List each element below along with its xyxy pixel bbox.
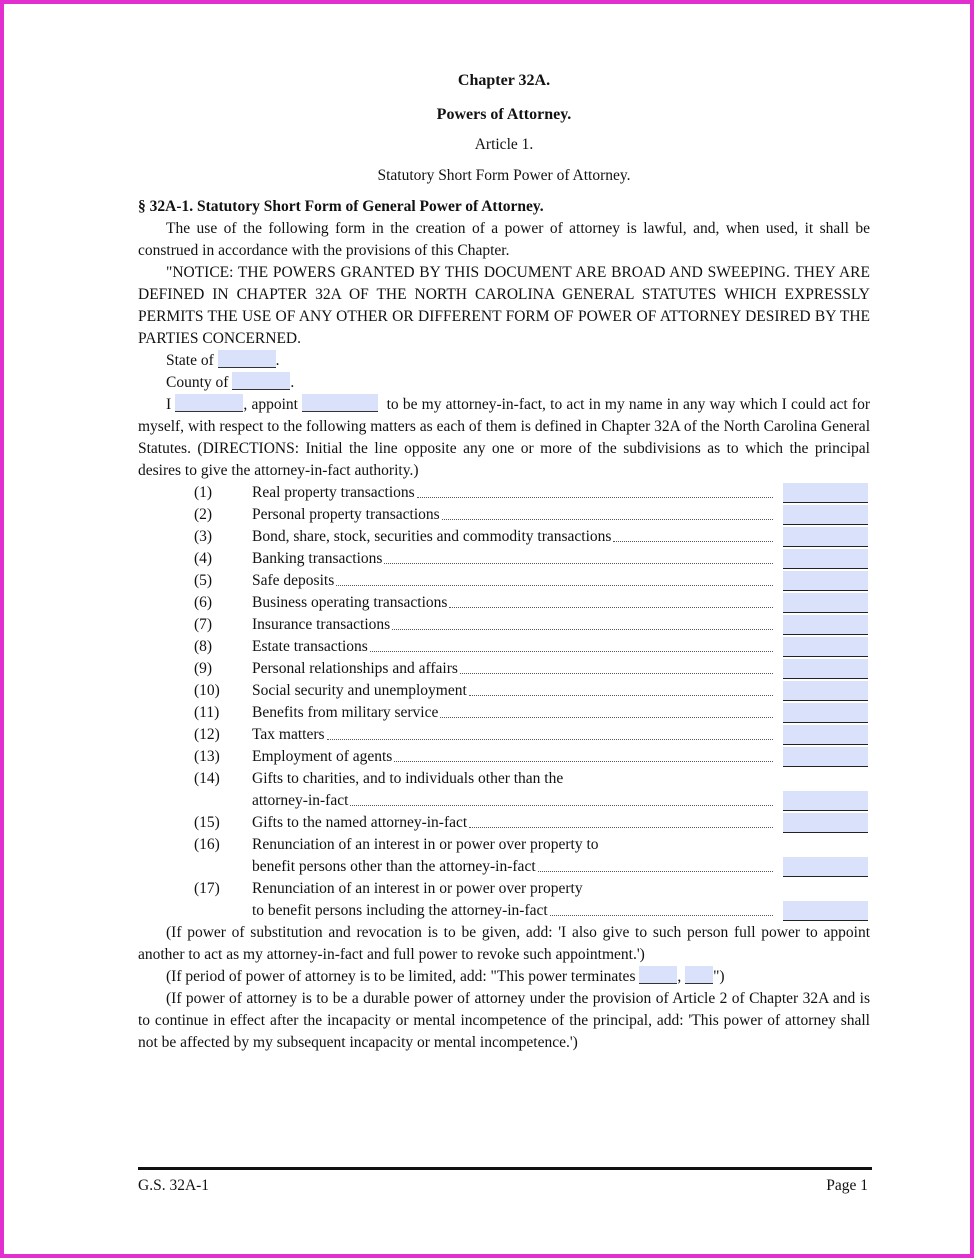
initial-field[interactable] xyxy=(783,725,868,745)
period-sep: , xyxy=(677,968,682,985)
county-label: County of xyxy=(166,374,229,391)
item-label-line xyxy=(252,878,868,900)
appoint-label: , appoint xyxy=(243,396,298,413)
dot-leader xyxy=(613,541,773,542)
list-item xyxy=(194,878,868,922)
item-label xyxy=(252,746,868,768)
item-label xyxy=(252,614,868,636)
initial-field[interactable] xyxy=(783,505,868,525)
dot-leader xyxy=(370,651,773,652)
item-label xyxy=(252,570,868,592)
item-label-text: Social security and unemployment xyxy=(252,682,467,699)
initial-field[interactable] xyxy=(783,615,868,635)
list-item xyxy=(194,724,868,746)
item-label xyxy=(252,768,868,812)
item-number: (11) xyxy=(194,704,220,721)
item-label-line xyxy=(252,768,868,790)
item-label-line xyxy=(252,856,868,878)
item-label xyxy=(252,526,868,548)
section-heading: § 32A-1. Statutory Short Form of General Power of Attorney. xyxy=(138,198,544,215)
item-label-text: Tax matters xyxy=(252,726,325,743)
period-field-1[interactable] xyxy=(639,966,677,984)
item-label-text: to benefit persons including the attorney-in-fact xyxy=(252,902,548,919)
chapter-heading: Chapter 32A. xyxy=(457,72,551,89)
initial-field[interactable] xyxy=(783,527,868,547)
list-item xyxy=(194,614,868,636)
item-label xyxy=(252,834,868,878)
period-text: (If period of power of attorney is to be limited, add: "This power terminates xyxy=(166,968,636,985)
item-number: (5) xyxy=(194,572,213,589)
item-label-text: Renunciation of an interest in or power over property xyxy=(252,880,583,897)
durable-paragraph: (If power of attorney is to be a durable power of attorney under the provision of Article 2 of Chapter 32A and is to continue in effect after the incapacity or mental incompetence of the principal, add: 'This power of attorney shall not be affected by my subsequent incapacity or mental incompetence.') xyxy=(138,990,870,1051)
dot-leader xyxy=(350,805,773,806)
dot-leader xyxy=(469,695,773,696)
footer xyxy=(138,1177,868,1195)
item-label xyxy=(252,636,868,658)
list-item xyxy=(194,526,868,548)
footer-divider xyxy=(138,1167,872,1170)
list-item xyxy=(194,680,868,702)
period-paragraph xyxy=(138,966,870,988)
item-label-text: Insurance transactions xyxy=(252,616,391,633)
item-label-line xyxy=(252,680,868,702)
dot-leader xyxy=(469,827,773,828)
item-label-text: Benefits from military service xyxy=(252,704,439,721)
initial-field[interactable] xyxy=(783,681,868,701)
item-label-text: Employment of agents xyxy=(252,748,393,765)
state-label: State of xyxy=(166,352,214,369)
item-number: (2) xyxy=(194,506,213,523)
list-item xyxy=(194,592,868,614)
footer-page-number: Page 1 xyxy=(826,1177,868,1194)
item-label-line xyxy=(252,812,868,834)
item-label-line xyxy=(252,724,868,746)
item-label-text: Bond, share, stock, securities and commodity transactions xyxy=(252,528,612,545)
initial-field[interactable] xyxy=(783,857,868,877)
item-number: (15) xyxy=(194,814,220,831)
dot-leader xyxy=(336,585,773,586)
appoint-i-label: I xyxy=(166,396,172,413)
item-label xyxy=(252,548,868,570)
item-number: (7) xyxy=(194,616,213,633)
item-label-text: Estate transactions xyxy=(252,638,368,655)
item-number: (14) xyxy=(194,770,220,787)
dot-leader xyxy=(392,629,773,630)
item-label-text: Gifts to charities, and to individuals other than the xyxy=(252,770,564,787)
initial-field[interactable] xyxy=(783,747,868,767)
appoint-paragraph xyxy=(138,394,870,482)
item-label xyxy=(252,658,868,680)
item-label-text: attorney-in-fact xyxy=(252,792,349,809)
item-number: (4) xyxy=(194,550,213,567)
powers-list xyxy=(194,482,868,922)
item-label-line xyxy=(252,526,868,548)
item-label-line xyxy=(252,834,868,856)
dot-leader xyxy=(550,915,773,916)
item-label-text: Real property transactions xyxy=(252,484,415,501)
list-item xyxy=(194,636,868,658)
item-label xyxy=(252,592,868,614)
item-label-text: Safe deposits xyxy=(252,572,335,589)
item-label-line xyxy=(252,790,868,812)
item-label-line xyxy=(252,900,868,922)
initial-field[interactable] xyxy=(783,549,868,569)
item-label-text: Personal relationships and affairs xyxy=(252,660,458,677)
item-label xyxy=(252,724,868,746)
dot-leader xyxy=(327,739,773,740)
county-line: County of . xyxy=(166,374,295,391)
county-field[interactable] xyxy=(232,372,290,390)
item-label xyxy=(252,702,868,724)
item-label-line xyxy=(252,592,868,614)
list-item xyxy=(194,658,868,680)
state-line: State of . xyxy=(166,352,280,369)
item-number: (1) xyxy=(194,484,213,501)
dot-leader xyxy=(440,717,773,718)
item-label-line xyxy=(252,570,868,592)
item-label-line xyxy=(252,746,868,768)
item-label-line xyxy=(252,482,868,504)
dot-leader xyxy=(417,497,773,498)
item-label-text: benefit persons other than the attorney-in-fact xyxy=(252,858,536,875)
title-heading: Powers of Attorney. xyxy=(436,106,572,123)
initial-field[interactable] xyxy=(783,571,868,591)
list-item xyxy=(194,570,868,592)
list-item xyxy=(194,702,868,724)
list-item xyxy=(194,768,868,812)
item-label-line xyxy=(252,548,868,570)
item-label-text: Personal property transactions xyxy=(252,506,440,523)
item-label xyxy=(252,878,868,922)
item-label-line xyxy=(252,658,868,680)
item-number: (3) xyxy=(194,528,213,545)
footer-statute: G.S. 32A-1 xyxy=(138,1177,210,1194)
dot-leader xyxy=(538,871,773,872)
dot-leader xyxy=(460,673,773,674)
subtitle-heading: Statutory Short Form Power of Attorney. xyxy=(377,167,631,184)
list-item xyxy=(194,834,868,878)
item-label xyxy=(252,812,868,834)
list-item xyxy=(194,548,868,570)
period-field-2[interactable] xyxy=(685,966,713,984)
initial-field[interactable] xyxy=(783,659,868,679)
dot-leader xyxy=(394,761,773,762)
item-number: (9) xyxy=(194,660,213,677)
item-label-text: Business operating transactions xyxy=(252,594,448,611)
item-label xyxy=(252,482,868,504)
dot-leader xyxy=(449,607,773,608)
item-label xyxy=(252,504,868,526)
notice-paragraph: "NOTICE: THE POWERS GRANTED BY THIS DOCUMENT ARE BROAD AND SWEEPING. THEY ARE DEFINED IN CHAPTER 32A OF THE NORTH CAROLINA GENERAL STATUTES WHICH EXPRESSLY PERMITS THE USE OF ANY OTHER OR DIFFERENT FORM OF POWER OF ATTORNEY DESIRED BY THE PARTIES CONCERNED. xyxy=(138,264,870,347)
substitution-paragraph: (If power of substitution and revocation is to be given, add: 'I also give to such person full power to appoint another to act as my attorney-in-fact and full power to revoke such appointment.') xyxy=(138,924,870,963)
initial-field[interactable] xyxy=(783,593,868,613)
item-label xyxy=(252,680,868,702)
initial-field[interactable] xyxy=(783,901,868,921)
initial-field[interactable] xyxy=(783,483,868,503)
item-label-line xyxy=(252,614,868,636)
document-page xyxy=(138,66,870,1054)
initial-field[interactable] xyxy=(783,791,868,811)
list-item xyxy=(194,482,868,504)
dot-leader xyxy=(442,519,773,520)
list-item xyxy=(194,504,868,526)
item-number: (6) xyxy=(194,594,213,611)
period-close: ") xyxy=(713,968,725,985)
item-number: (13) xyxy=(194,748,220,765)
article-heading: Article 1. xyxy=(474,136,534,153)
item-label-text: Renunciation of an interest in or power over property to xyxy=(252,836,599,853)
item-number: (16) xyxy=(194,836,220,853)
item-number: (8) xyxy=(194,638,213,655)
list-item xyxy=(194,812,868,834)
item-number: (17) xyxy=(194,880,220,897)
appoint-text: to be my attorney-in-fact, to act in my name in any way which I could act for myself, with respect to the following matters as each of them is defined in Chapter 32A of the North Carolina General Statutes. (DIRECTIONS: Initial the line opposite any one or more of the subdivisions as to which the principal desires to give the attorney-in-fact authority.) xyxy=(138,396,870,479)
initial-field[interactable] xyxy=(783,813,868,833)
item-label-text: Banking transactions xyxy=(252,550,383,567)
intro-paragraph: The use of the following form in the creation of a power of attorney is lawful, and, when used, it shall be construed in accordance with the provisions of this Chapter. xyxy=(138,220,870,259)
item-label-line xyxy=(252,702,868,724)
attorney-name-field[interactable] xyxy=(302,394,378,412)
state-field[interactable] xyxy=(218,350,276,368)
item-number: (12) xyxy=(194,726,220,743)
item-label-text: Gifts to the named attorney-in-fact xyxy=(252,814,468,831)
dot-leader xyxy=(384,563,773,564)
item-label-line xyxy=(252,504,868,526)
item-number: (10) xyxy=(194,682,220,699)
list-item xyxy=(194,746,868,768)
principal-name-field[interactable] xyxy=(175,394,243,412)
initial-field[interactable] xyxy=(783,703,868,723)
item-label-line xyxy=(252,636,868,658)
initial-field[interactable] xyxy=(783,637,868,657)
